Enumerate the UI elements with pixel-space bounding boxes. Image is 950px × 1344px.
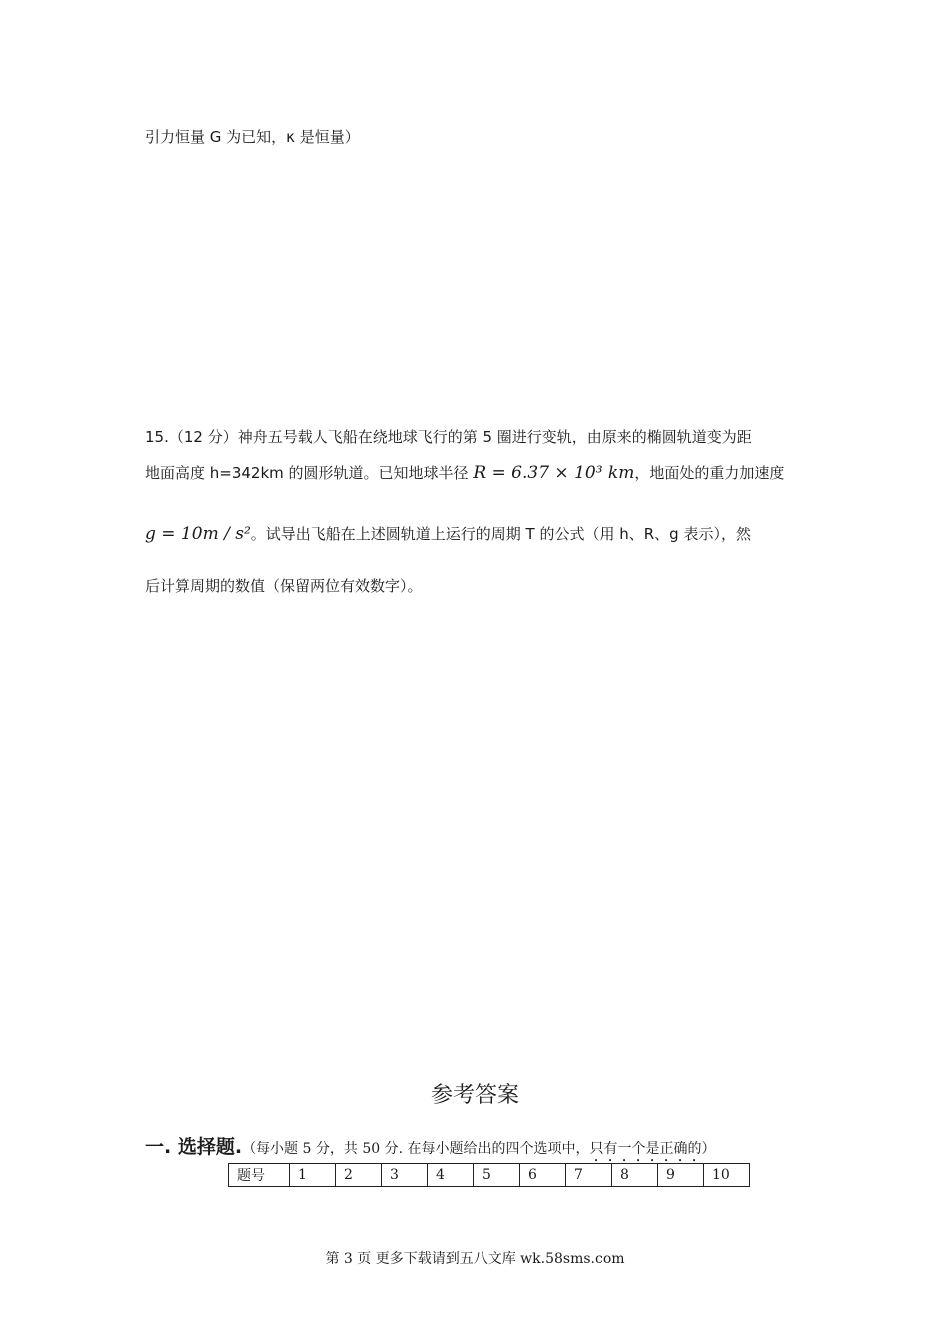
question-number-cell: 10 xyxy=(704,1164,750,1187)
question-15-line-3-tail: 。试导出飞船在上述圆轨道上运行的周期 T 的公式（用 h、R、g 表示），然 xyxy=(250,525,751,543)
section-title: 一. 选择题. xyxy=(145,1136,243,1158)
answer-table xyxy=(228,1163,750,1187)
question-15-line-2 xyxy=(145,463,784,483)
question-15-line-2-tail: ，地面处的重力加速度 xyxy=(634,464,785,482)
answers-title: 参考答案 xyxy=(430,1083,519,1108)
question-number-cell: 6 xyxy=(520,1164,566,1187)
earth-radius-formula: R = 6.37 × 10³ km xyxy=(473,463,635,483)
question-number-cell: 3 xyxy=(382,1164,428,1187)
question-15-line-1: 15.（12 分）神舟五号载人飞船在绕地球飞行的第 5 圈进行变轨，由原来的椭圆轨道变为距 xyxy=(145,428,752,446)
section-heading xyxy=(145,1132,715,1165)
question-number-cell: 7 xyxy=(566,1164,612,1187)
question-number-cell: 8 xyxy=(612,1164,658,1187)
previous-question-tail: 引力恒量 G 为已知，κ 是恒量） xyxy=(145,128,360,146)
table-header-cell: 题号 xyxy=(229,1164,290,1187)
question-number-cell: 1 xyxy=(290,1164,336,1187)
question-number-cell: 5 xyxy=(474,1164,520,1187)
gravity-formula: g = 10m / s² xyxy=(145,524,251,544)
section-note-suffix: ） xyxy=(701,1141,716,1157)
question-number-cell: 9 xyxy=(658,1164,704,1187)
question-15-line-4: 后计算周期的数值（保留两位有效数字）。 xyxy=(145,577,423,595)
question-15-line-3 xyxy=(145,524,751,544)
table-row xyxy=(229,1164,750,1187)
section-note-emphasis: 只有一个是正确的 xyxy=(589,1141,702,1157)
section-note-prefix: （每小题 5 分，共 50 分. 在每小题给出的四个选项中， xyxy=(242,1141,590,1157)
question-number-cell: 4 xyxy=(428,1164,474,1187)
question-15-line-2-text: 地面高度 h=342km 的圆形轨道。已知地球半径 xyxy=(145,464,474,482)
page-footer: 第 3 页 更多下载请到五八文库 wk.58sms.com xyxy=(325,1251,625,1267)
question-number-cell: 2 xyxy=(336,1164,382,1187)
